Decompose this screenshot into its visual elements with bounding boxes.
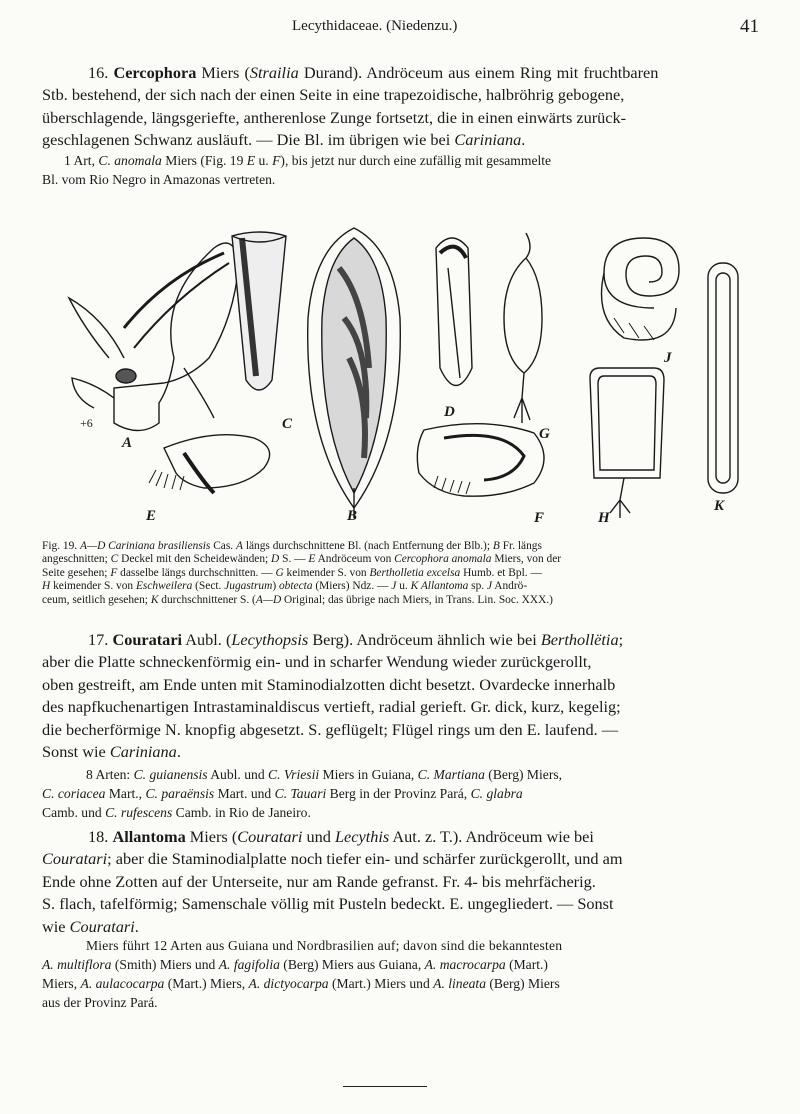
drawing-j-androeceum [602,238,680,340]
figure-label-d: D [444,404,455,420]
figure-scale-label: +6 [80,416,93,430]
section-17-note: 8 Arten: C. guianensis Aubl. und C. Vriesii Miers in Guiana, C. Martiana (Berg) Miers, C. coriacea Mart., C. paraënsis Mart. und C. Tauari Berg in der Provinz Pará, C. glabra Camb. und C. rufescens Camb. in Rio de Janeiro. [42,767,563,820]
figure-label-k: K [714,498,725,514]
section-number: 18. [88,827,109,846]
genus-name: Allantoma [112,827,186,846]
section-16-note: 1 Art, C. anomala Miers (Fig. 19 E u. F), bis jetzt nur durch eine zufällig mit gesammelte Bl. vom Rio Negro in Amazonas vertreten. [42,153,552,187]
drawing-k-seed-section [708,263,738,493]
page-header [0,16,800,42]
figure-label-a: A [122,435,133,451]
figure-caption: Fig. 19. A—D Cariniana brasiliensis Cas. A längs durchschnittene Bl. (nach Entfernung der Blb.); B Fr. längs angeschnitten; C Deckel mit den Scheidewänden; D S. — E Andröceum von Cercophora anomala Miers, von der Seite gesehen; F dasselbe längs durchschnitten. — G keimender S. von Bertholletia excelsa Humb. et Bpl. — H keimender S. von Eschweilera (Sect. Jugastrum) obtecta (Miers) Ndz. — J u. K Allantoma sp. J Andrö- ceum, seitlich gesehen; K durchschnittener S. (A—D Original; das übrige nach Miers, in Trans. Lin. Soc. XXX.) [42,540,562,606]
drawing-c-lid [232,232,286,390]
genus-name: Cercophora [113,63,197,82]
section-17-text: 17. Couratari Aubl. (Lecythopsis Berg). Andröceum ähnlich wie bei Berthollëtia; aber die Platte schneckenförmig ein- und in scharfer Wendung wieder zurückgerollt, oben gestreift, am Ende unten mit Staminodialzotten dicht besetzt. Ovardecke innerhalb des napfkuchenartigen Intrastaminaldiscus vertieft, radial gerieft. Gr. dick, kurz, kegelig; die becherförmige N. knopfig abgesetzt. S. geflügelt; Flügel rings um den E. laufend. — Sonst wie Cariniana. [42,630,624,762]
figure-label-j: J [664,350,672,366]
footer-rule [343,1086,427,1087]
figure-label-f: F [534,510,545,526]
figure-label-h: H [598,510,610,526]
section-18-note: Miers führt 12 Arten aus Guiana und Nordbrasilien auf; davon sind die bekanntesten A. multiflora (Smith) Miers und A. fagifolia (Berg) Miers aus Guiana, A. macrocarpa (Mart.) Miers, A. aulacocarpa (Mart.) Miers, A. dictyocarpa (Mart.) Miers und A. lineata (Berg) Miers aus der Provinz Pará. [42,938,563,1010]
figure-label-b: B [347,508,358,524]
drawing-a-flower-section [69,243,239,431]
drawing-h-germinating-seed [590,368,664,518]
running-title: Lecythidaceae. (Niedenzu.) [292,18,458,34]
figure-label-g: G [539,426,550,442]
section-18-text: 18. Allantoma Miers (Couratari und Lecythis Aut. z. T.). Andröceum wie bei Couratari; aber die Staminodialplatte noch tiefer ein- und schärfer zurückgerollt, und am Ende ohne Zotten auf der Unterseite, nur am Rande gefranst. Fr. 4- bis mehrfächerig. S. flach, tafelförmig; Samenschale völlig mit Pusteln bedeckt. E. ungegliedert. — Sonst wie Couratari. [42,827,623,936]
figure-19-illustration [64,208,764,528]
figure-19 [64,208,764,528]
drawing-e-androeceum-side [149,435,270,493]
drawing-g-germinating-seed [504,233,542,423]
drawing-b-fruit-section [308,228,401,518]
figure-label-e: E [146,508,157,524]
section-number: 17. [88,630,109,649]
section-16-text: 16. Cercophora Miers (Strailia Durand). Andröceum aus einem Ring mit fruchtbaren Stb. bestehend, der sich nach der einen Seite in eine trapezoidische, halbröhrig gebogene, überschlagende, längsgeriefte, antherenlose Zunge fortsetzt, die in einen einwärts zurück- geschlagenen Schwanz ausläuft. — Die Bl. im übrigen wie bei Cariniana. [42,63,659,150]
section-number: 16. [88,63,109,82]
drawing-d-seed [436,238,472,386]
figure-label-c: C [282,416,293,432]
drawing-f-androeceum-section [417,424,544,497]
genus-name: Couratari [112,630,183,649]
page-number: 41 [740,16,759,37]
